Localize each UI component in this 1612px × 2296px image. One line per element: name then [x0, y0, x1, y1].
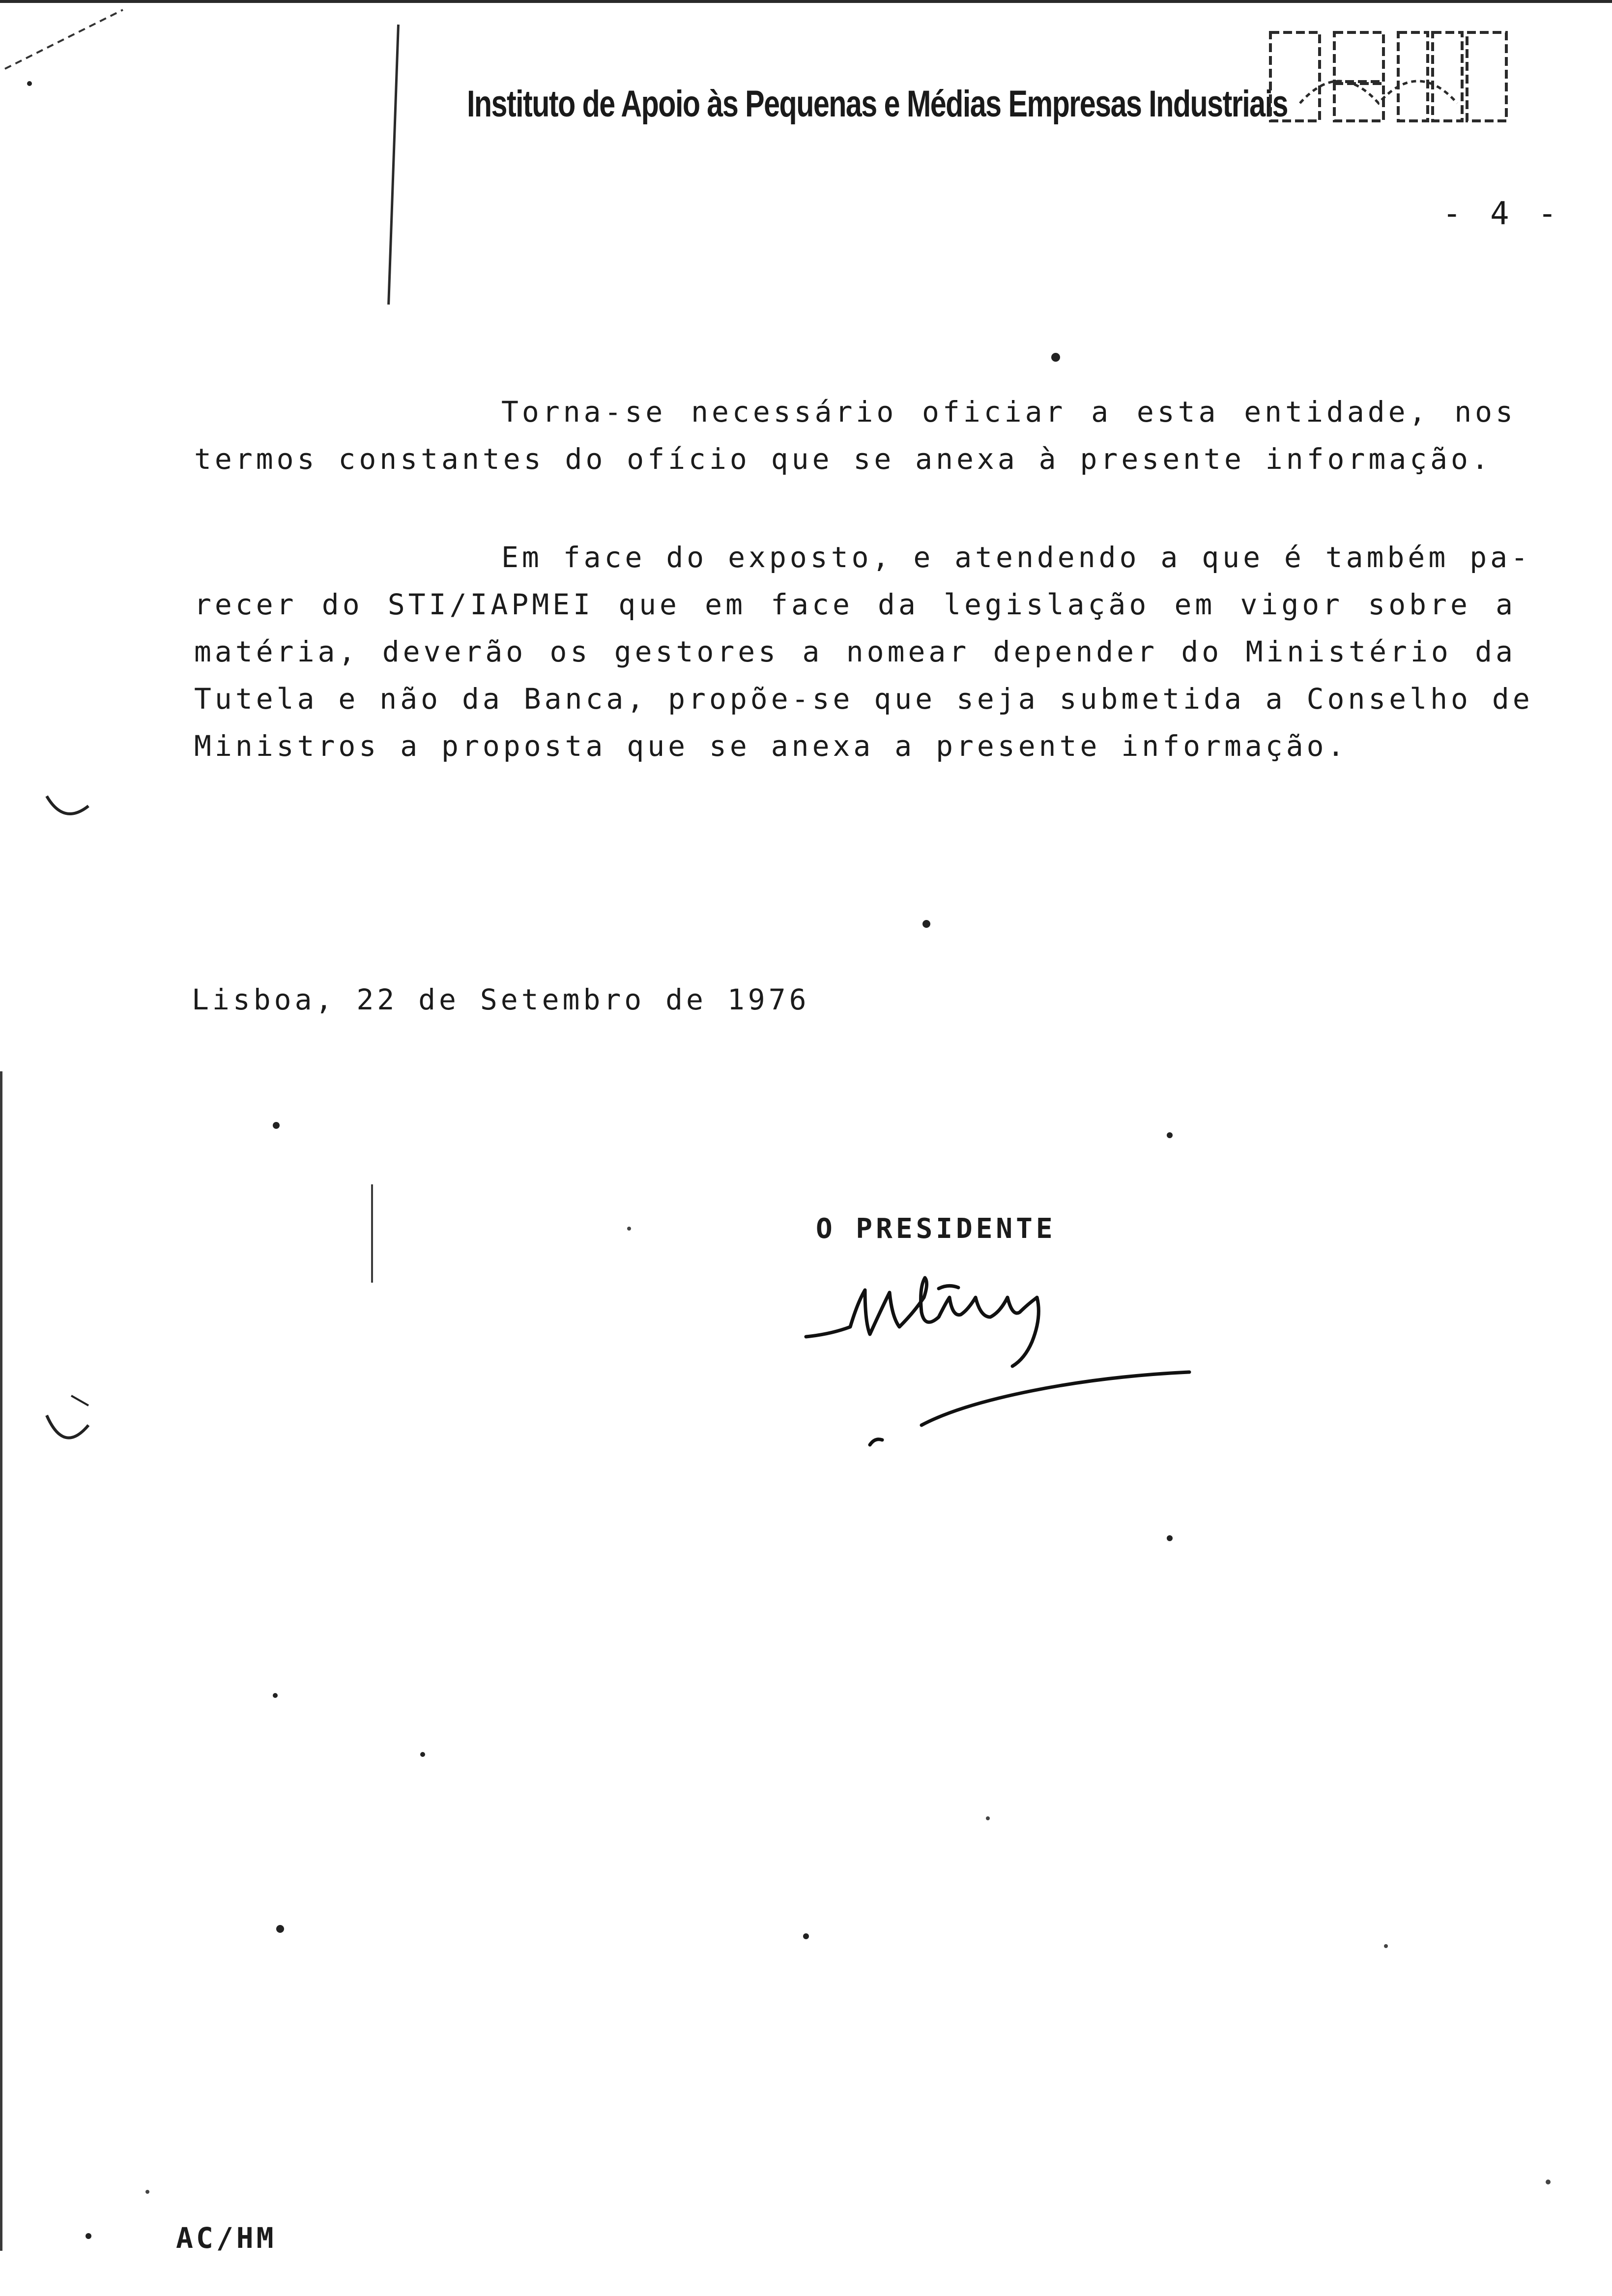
date-line: Lisboa, 22 de Setembro de 1976 — [192, 983, 810, 1016]
paragraph-1 — [194, 388, 1516, 483]
paragraph-2-line-1: Em face do exposto, e atendendo a que é também pa- — [501, 541, 1531, 574]
signer-title: O PRESIDENTE — [816, 1213, 1056, 1245]
iapmei-logo — [1266, 29, 1511, 128]
scan-vertical-crease — [387, 25, 400, 305]
institution-name: Instituto de Apoio às Pequenas e Médias Empresas Industriais — [467, 83, 1288, 125]
paragraph-2-line-2: recer do STI/IAPMEI que em face da legislação em vigor sobre a — [194, 588, 1516, 621]
paragraph-2-line-5: Ministros a proposta que se anexa a presente informação. — [194, 729, 1348, 763]
paragraph-2 — [194, 534, 1533, 770]
page-number: - 4 - — [1442, 196, 1562, 232]
scan-left-edge — [0, 1071, 2, 2251]
paragraph-1-line-2: termos constantes do ofício que se anexa à presente informação. — [194, 442, 1492, 476]
scan-mark-left — [371, 1184, 373, 1283]
scan-top-edge — [0, 0, 1612, 3]
reference-initials: AC/HM — [176, 2221, 277, 2255]
paragraph-2-line-3: matéria, deverão os gestores a nomear depender do Ministério da — [194, 635, 1516, 668]
handwritten-signature — [796, 1243, 1199, 1450]
paragraph-1-line-1: Torna-se necessário oficiar a esta entidade, nos — [501, 395, 1516, 429]
paragraph-2-line-4: Tutela e não da Banca, propõe-se que seja submetida a Conselho de — [194, 682, 1533, 716]
